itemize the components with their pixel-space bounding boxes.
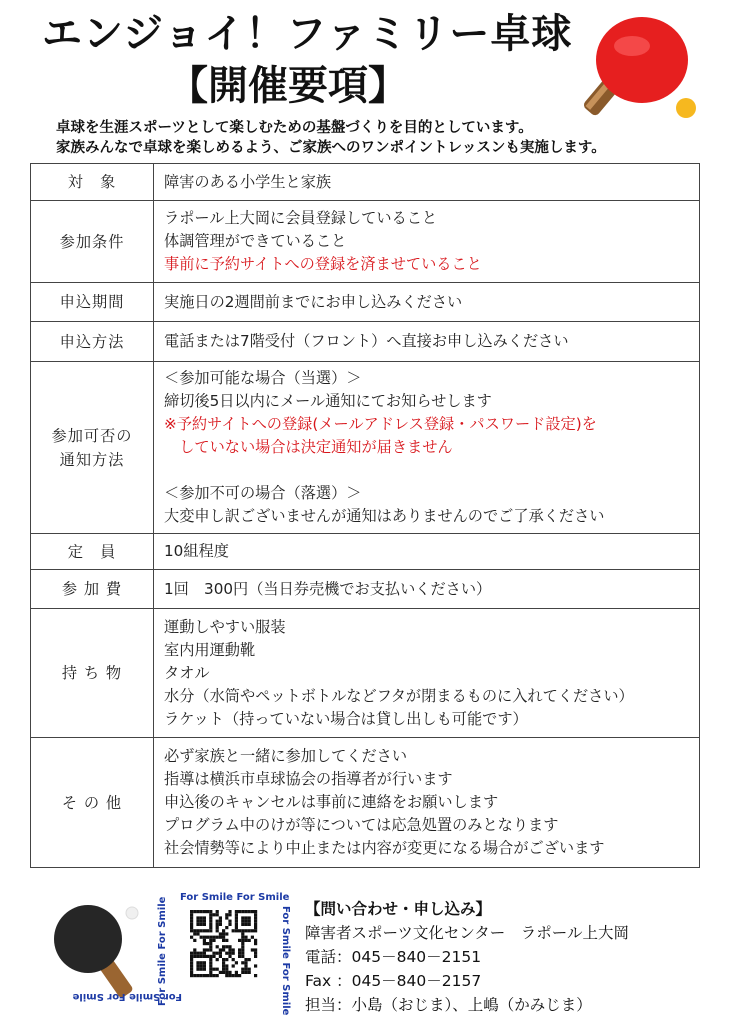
table-row [31, 322, 700, 362]
row-label [31, 283, 154, 322]
row-label-text: 申込方法 [59, 332, 125, 351]
page-title: エンジョイ！ファミリー卓球 [42, 11, 573, 57]
row-label-text: そ の 他 [61, 793, 123, 812]
table-row [31, 609, 700, 738]
row-label [31, 164, 154, 201]
row-value [154, 362, 700, 534]
table-row [31, 738, 700, 868]
row-value-line: 申込後のキャンセルは事前に連絡をお願いします [164, 793, 499, 811]
intro-text [56, 118, 606, 158]
row-value-line: 体調管理ができていること [164, 232, 347, 250]
row-label-text: 対 象 [67, 173, 117, 191]
table-row [31, 534, 700, 570]
table-row [31, 362, 700, 534]
row-value-line: ＜参加可能な場合（当選）＞ [164, 369, 362, 387]
qr-frame-text: For Smile For Smile [280, 906, 291, 1016]
row-value-line: 10組程度 [164, 542, 229, 560]
row-value [154, 164, 700, 201]
contact-fax: Fax ：045－840－2157 [305, 972, 482, 990]
row-value-line: 1回 300円（当日券売機でお支払いください） [164, 579, 492, 598]
row-value-line: ＜参加不可の場合（落選）＞ [164, 484, 362, 502]
row-value-line: 指導は横浜市卓球協会の指導者が行います [164, 770, 453, 788]
row-value [154, 534, 700, 570]
contact-heading: 【問い合わせ・申し込み】 [305, 900, 492, 918]
row-label [31, 534, 154, 570]
intro-line: 卓球を生涯スポーツとして楽しむための基盤づくりを目的としています。 [56, 120, 533, 136]
row-label [31, 570, 154, 609]
table-row [31, 570, 700, 609]
row-label-text: 持 ち 物 [61, 664, 123, 682]
row-value-line: 大変申し訳ございませんが通知はありませんのでご了承ください [164, 507, 605, 525]
contact-staff: 担当：小島（おじま）、上嶋（かみじま） [305, 996, 592, 1014]
row-value-line [164, 459, 699, 482]
table-row [31, 164, 700, 201]
row-label-text: 参加条件 [59, 232, 125, 251]
row-value-line: ラケット（持っていない場合は貸し出しも可能です） [164, 709, 528, 728]
row-label [31, 362, 154, 534]
row-value-line: 電話または7階受付（フロント）へ直接お申し込みください [164, 332, 569, 350]
requirements-table [30, 163, 700, 868]
row-label [31, 201, 154, 283]
row-value-line: 必ず家族と一緒に参加してください [164, 747, 407, 765]
row-value [154, 609, 700, 738]
qr-frame-text: For Smile For Smile [72, 991, 182, 1002]
row-value-line: 障害のある小学生と家族 [164, 172, 332, 191]
table-row [31, 283, 700, 322]
row-value-line: 社会情勢等により中止または内容が変更になる場合がございます [164, 839, 605, 857]
qr-frame-text: For Smile For Smile [180, 892, 290, 903]
notice-line: ※予約サイトへの登録(メールアドレス登録・パスワード設定)を [164, 415, 597, 433]
intro-line: 家族みんなで卓球を楽しめるよう、ご家族へのワンポイントレッスンも実施します。 [56, 140, 606, 156]
row-value-line: 水分（水筒やペットボトルなどフタが閉まるものに入れてください） [164, 686, 634, 705]
row-value [154, 201, 700, 283]
page-subtitle: 【開催要項】 [168, 63, 408, 109]
row-value-line: プログラム中のけが等については応急処置のみとなります [164, 816, 559, 834]
row-label [31, 738, 154, 868]
qr-frame-text: For Smile For Smile [157, 896, 168, 1006]
row-value-line: 室内用運動靴 [164, 640, 256, 659]
row-value [154, 570, 700, 609]
ball-icon [676, 98, 696, 118]
row-label [31, 609, 154, 738]
row-value-line: 締切後5日以内にメール通知にてお知らせします [164, 392, 492, 410]
contact-tel: 電話：045－840－2151 [305, 948, 482, 966]
row-label-text: 通知方法 [59, 450, 125, 469]
contact-org: 障害者スポーツ文化センター ラポール上大岡 [305, 924, 629, 942]
row-value [154, 283, 700, 322]
notice-line: していない場合は決定通知が届きません [164, 438, 453, 456]
qr-code-icon [72, 888, 292, 1016]
row-label-text: 参 加 費 [61, 580, 123, 598]
contact-block [305, 897, 629, 1017]
row-value [154, 738, 700, 868]
row-value [154, 322, 700, 362]
row-label-text: 参加可否の [51, 426, 133, 445]
row-label [31, 322, 154, 362]
row-value-line: 実施日の2週間前までにお申し込みください [164, 292, 463, 311]
table-row [31, 201, 700, 283]
row-value-line: タオル [164, 663, 210, 682]
notice-line: 事前に予約サイトへの登録を済ませていること [164, 255, 482, 273]
red-paddle-icon [552, 12, 702, 127]
row-label-text: 定 員 [67, 542, 117, 561]
row-value-line: 運動しやすい服装 [164, 617, 286, 636]
black-paddle-icon [48, 895, 148, 1003]
row-label-text: 申込期間 [59, 293, 125, 311]
row-value-line: ラポール上大岡に会員登録していること [164, 209, 438, 227]
